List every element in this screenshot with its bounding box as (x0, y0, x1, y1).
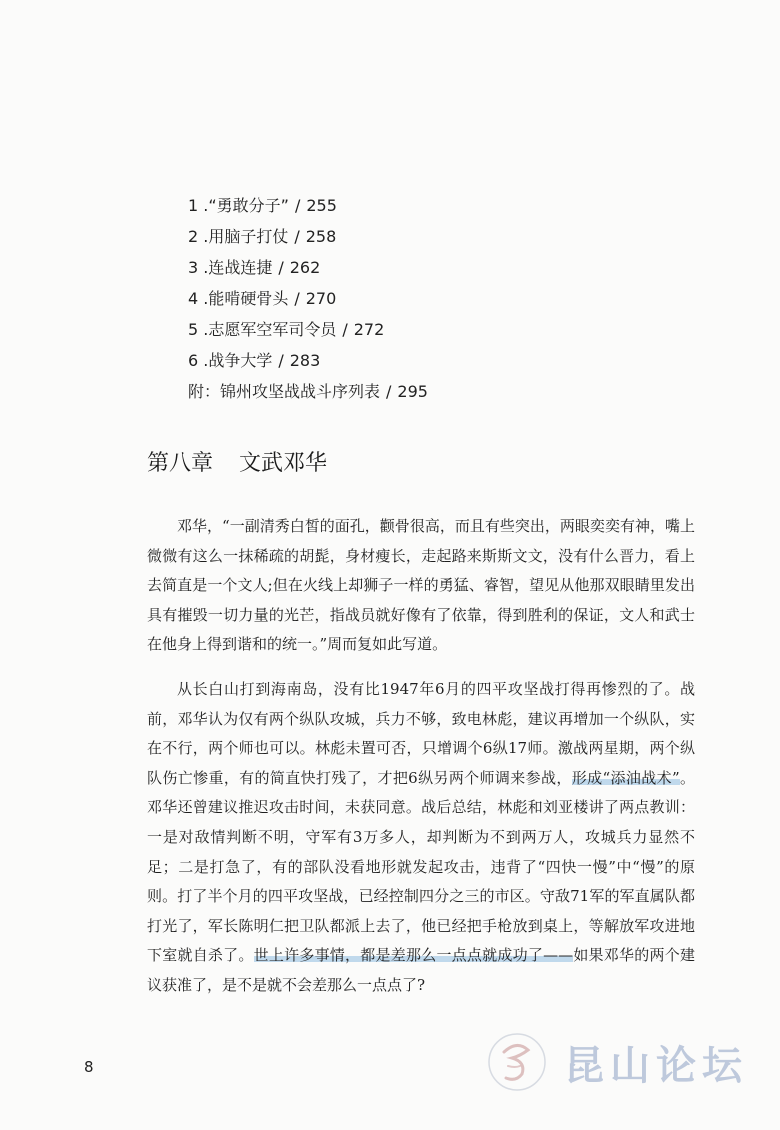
toc-item[interactable] (188, 345, 428, 376)
toc-item-title: 附：锦州攻坚战战斗序列表 (188, 382, 381, 401)
toc-item-page: 258 (305, 227, 337, 246)
toc-item[interactable] (188, 283, 428, 314)
toc-item-separator: / (294, 227, 300, 246)
paragraph-text: 。邓华还曾建议推迟攻击时间，未获同意。战后总结，林彪和刘亚楼讲了两点教训：一是对敌情判断不明，守军有3万多人，却判断为不到两万人，攻城兵力显然不足；二是打急了，有的部队没看地形就发起攻击，违背了“四快一慢”中“慢”的原则。打了半个月的四平攻坚战，已经控制四分之三的市区。守敌71军的军直属队都打光了，军长陈明仁把卫队都派上去了，他已经把手枪放到桌上，等解放军攻进地下室就自杀了。 (147, 768, 695, 965)
toc-item-title: 4 .能啃硬骨头 (188, 289, 289, 308)
watermark-text: 昆山论坛 (564, 1043, 748, 1089)
toc-item[interactable] (188, 252, 428, 283)
toc-item[interactable] (188, 190, 428, 221)
chapter-heading (147, 446, 327, 477)
paragraph-text: 如果邓华的两个建议获准了，是不是就不会差那么一点点了? (147, 946, 695, 994)
toc-item-title: 5 .志愿军空军司令员 (188, 320, 337, 339)
chapter-number: 第八章 (147, 451, 214, 476)
toc-item-separator: / (278, 351, 284, 370)
page-number: 8 (84, 1058, 94, 1076)
toc-item-title: 3 .连战连捷 (188, 258, 273, 277)
toc-item-page: 295 (397, 382, 428, 401)
toc-item[interactable] (188, 314, 428, 345)
toc-item-title: 2 .用脑子打仗 (188, 227, 289, 246)
body-paragraph (147, 675, 695, 1001)
toc-item-title: 6 .战争大学 (188, 351, 273, 370)
body-paragraph: 邓华，“一副清秀白皙的面孔，颧骨很高，而且有些突出，两眼奕奕有神，嘴上微微有这么一抹稀疏的胡髭，身材瘦长，走起路来斯斯文文，没有什么晋力，看上去简直是一个文人;但在火线上却狮子一样的勇猛、睿智，望见从他那双眼睛里发出具有摧毁一切力量的光芒，指战员就好像有了依靠，得到胜利的保证，文人和武士在他身上得到谐和的统一。”周而复如此写道。 (147, 517, 695, 654)
toc-item-page: 262 (289, 258, 321, 277)
toc-item-page: 255 (306, 196, 337, 215)
seal-logo-icon (482, 1022, 552, 1102)
toc-item-separator: / (342, 320, 348, 339)
toc-item-separator: / (386, 382, 392, 401)
toc-item-title: 1 .“勇敢分子” (188, 196, 289, 215)
toc-item-separator: / (278, 258, 284, 277)
toc-item-separator: / (294, 196, 301, 215)
toc-item-page: 272 (353, 320, 385, 339)
toc-item-page: 270 (305, 289, 337, 308)
highlighted-text: 世上许多事情，都是差那么一点点就成功了—— (253, 946, 574, 965)
watermark (482, 1022, 772, 1112)
toc-item-separator: / (294, 289, 300, 308)
table-of-contents (188, 190, 428, 407)
paragraph-text: 从长白山打到海南岛，没有比1947年6月的四平攻坚战打得再惨烈的了。战前，邓华认为仅有两个纵队攻城，兵力不够，致电林彪，建议再增加一个纵队，实在不行，两个师也可以。林彪未置可否，只增调个6纵17师。激战两星期，两个纵队伤亡惨重，有的简直快打残了，才把6纵另两个师调来参战， (147, 680, 695, 787)
highlighted-text: 形成“添油战术” (571, 768, 680, 787)
toc-item[interactable] (188, 376, 428, 407)
toc-item[interactable] (188, 221, 428, 252)
chapter-title: 文武邓华 (239, 451, 328, 476)
toc-item-page: 283 (289, 351, 321, 370)
